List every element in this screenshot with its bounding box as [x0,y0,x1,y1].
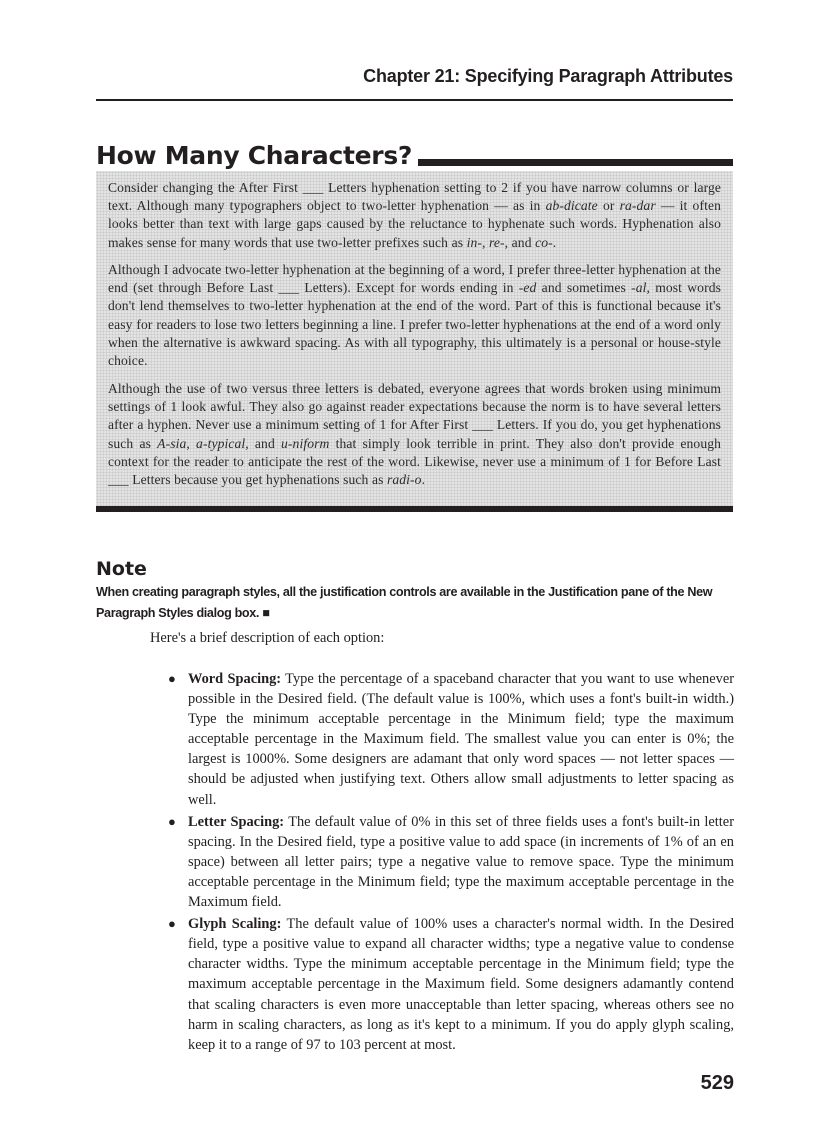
option-word-spacing [168,669,734,810]
text-run: Although I advocate two-letter hyphenation at the beginning of a word, I prefer three-letter hyphenation at the end (set through Before Last ___ Letters). Except for words ending in [108,262,721,296]
option-description: The default value of 0% in this set of three fields uses a font's built-in letter spacing. In the Desired field, type a positive value to add space (in increments of 1% of an en space) between all letter pairs; type a negative value to remove space. Type the minimum acceptable percentage in the Minimum field; type the maximum acceptable percentage in the Maximum field. [188,813,734,911]
text-run: , most words don't lend themselves to two-letter hyphenation at the end of the word. Part of this is functional because it's easy for readers to lose two letters beginning a line. I prefer two-letter hyphenations at the end of a word only when the alternative is awkward spacing. As with all typography, this ultimately is a personal or house-style choice. [108,280,721,369]
italic-run: -al [631,280,647,296]
bullet-icon: ● [168,813,176,829]
italic-run: A-sia [157,435,187,451]
text-run: or [597,198,620,214]
text-run: that simply look terrible in print. They also don't provide enough context for the reader to anticipate the rest of the word. Likewise, never use a minimum of 1 for Before Last ___ Letters because you get hyphenations such as [108,435,722,488]
text-run: Consider changing the After First ___ Letters hyphenation setting to 2 if you have narrow columns or large text. Although many typographers object to two-letter hyphenation — as in [108,180,721,214]
option-glyph-scaling [168,914,734,1055]
header-rule [96,99,733,101]
italic-run: re- [489,234,505,250]
italic-run: a-typical [196,435,246,451]
sidebar-paragraph-1 [108,179,721,252]
italic-run: -ed [518,280,537,296]
italic-run: radi-o [386,472,422,488]
option-name: Word Spacing: [188,671,282,687]
italic-run: co- [535,234,553,250]
option-description: The default value of 100% uses a character's normal width. In the Desired field, type a positive value to expand all character widths; type a negative value to condense character widths. Type the minimum acceptable percentage in the Minimum field; type the maximum acceptable percentage in the Maximum field. Some designers adamantly contend that scaling characters is even more unacceptable than letter spacing, whereas others see no harm in scaling characters, as long as it's kept to a minimum. If you do apply glyph scaling, keep it to a range of 97 to 103 percent at most. [188,916,734,1053]
option-name: Letter Spacing: [188,813,285,830]
option-description: Type the percentage of a spaceband character that you want to use whenever possible in the Desired field. (The default value is 100%, which uses a font's built-in width.) Type the minimum acceptable percentage in the Minimum field; type the maximum acceptable percentage in the Maximum field. The smallest value you can enter is 0%; the largest is 1000%. Some designers are adamant that only word spaces — not letter spaces — should be adjusted when justifying text. Others allow small adjustments to letter spacing as well. [188,671,734,808]
page-number: 529 [700,1072,734,1094]
option-list [168,669,734,1057]
sidebar-box [96,171,733,506]
italic-run: ab-dicate [545,198,598,214]
text-run: , and [245,435,282,451]
text-run: , [482,234,490,250]
text-run: and sometimes [536,280,632,296]
sidebar-title: How Many Characters? [96,141,413,170]
note-text: When creating paragraph styles, all the justification controls are available in the Justification pane of the New Paragraph Styles dialog box. ■ [96,585,713,620]
text-run: . [421,472,426,488]
bullet-icon: ● [168,916,176,932]
italic-run: u-niform [281,435,330,451]
option-letter-spacing [168,812,734,912]
text-run: , and [504,234,536,250]
bullet-icon: ● [168,671,176,686]
text-run: , [186,435,197,451]
sidebar-title-bar [418,159,733,166]
text-run: — it often looks better than text with large gaps caused by the reluctance to hyphenate such words. Hyphenation also makes sense for many words that use two-letter prefixes such as [108,198,721,250]
italic-run: in- [466,234,483,250]
running-header: Chapter 21: Specifying Paragraph Attributes [363,66,733,86]
sidebar-title-row [96,138,733,170]
sidebar-bottom-rule [96,506,733,512]
option-name: Glyph Scaling: [188,916,282,933]
italic-run: ra-dar [619,198,656,214]
sidebar-paragraph-2 [108,261,721,370]
text-run: Although the use of two versus three letters is debated, everyone agrees that words broken using minimum settings of 1 look awful. They also go against reader expectations because the norm is to have several letters after a hyphen. Never use a minimum setting of 1 for After First ___ Letters. If you do, you get hyphenations such as [108,381,721,451]
sidebar-paragraph-3 [108,380,721,489]
text-run: . [552,234,557,250]
note-label: Note [96,558,147,580]
intro-text: Here's a brief description of each option: [150,630,385,646]
